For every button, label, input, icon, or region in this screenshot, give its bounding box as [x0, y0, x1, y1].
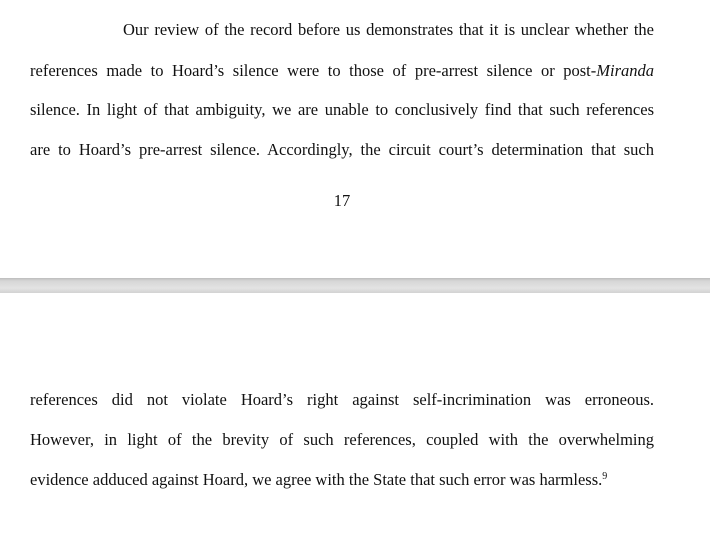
paragraph-line-5-text: references did not violate Hoard’s right against self-incrimination was erroneous.: [30, 390, 654, 409]
paragraph-line-1: [123, 20, 654, 40]
page-separator: [0, 278, 710, 293]
paragraph-line-5: [30, 390, 654, 410]
footnote-marker[interactable]: 9: [602, 471, 608, 482]
paragraph-line-1-text: Our review of the record before us demonstrates that it is unclear whether the: [123, 20, 654, 39]
page-number: 17: [333, 191, 351, 210]
paragraph-line-3: [30, 100, 654, 120]
paragraph-line-4-text: are to Hoard’s pre-arrest silence. Accordingly, the circuit court’s determination that such: [30, 140, 654, 159]
paragraph-line-2: [30, 61, 654, 81]
paragraph-line-4: [30, 140, 654, 160]
paragraph-line-3-text: silence. In light of that ambiguity, we are unable to conclusively find that such references: [30, 100, 654, 119]
paragraph-line-7: [30, 470, 607, 490]
miranda-term: Miranda: [596, 61, 654, 80]
page-bottom: [0, 293, 710, 536]
paragraph-line-6-text: However, in light of the brevity of such references, coupled with the overwhelming: [30, 430, 654, 449]
paragraph-line-7-text: evidence adduced against Hoard, we agree with the State that such error was harmless.: [30, 470, 603, 489]
paragraph-line-2-text: references made to Hoard’s silence were to those of pre-arrest silence or post-: [30, 61, 597, 80]
paragraph-line-6: [30, 430, 654, 450]
